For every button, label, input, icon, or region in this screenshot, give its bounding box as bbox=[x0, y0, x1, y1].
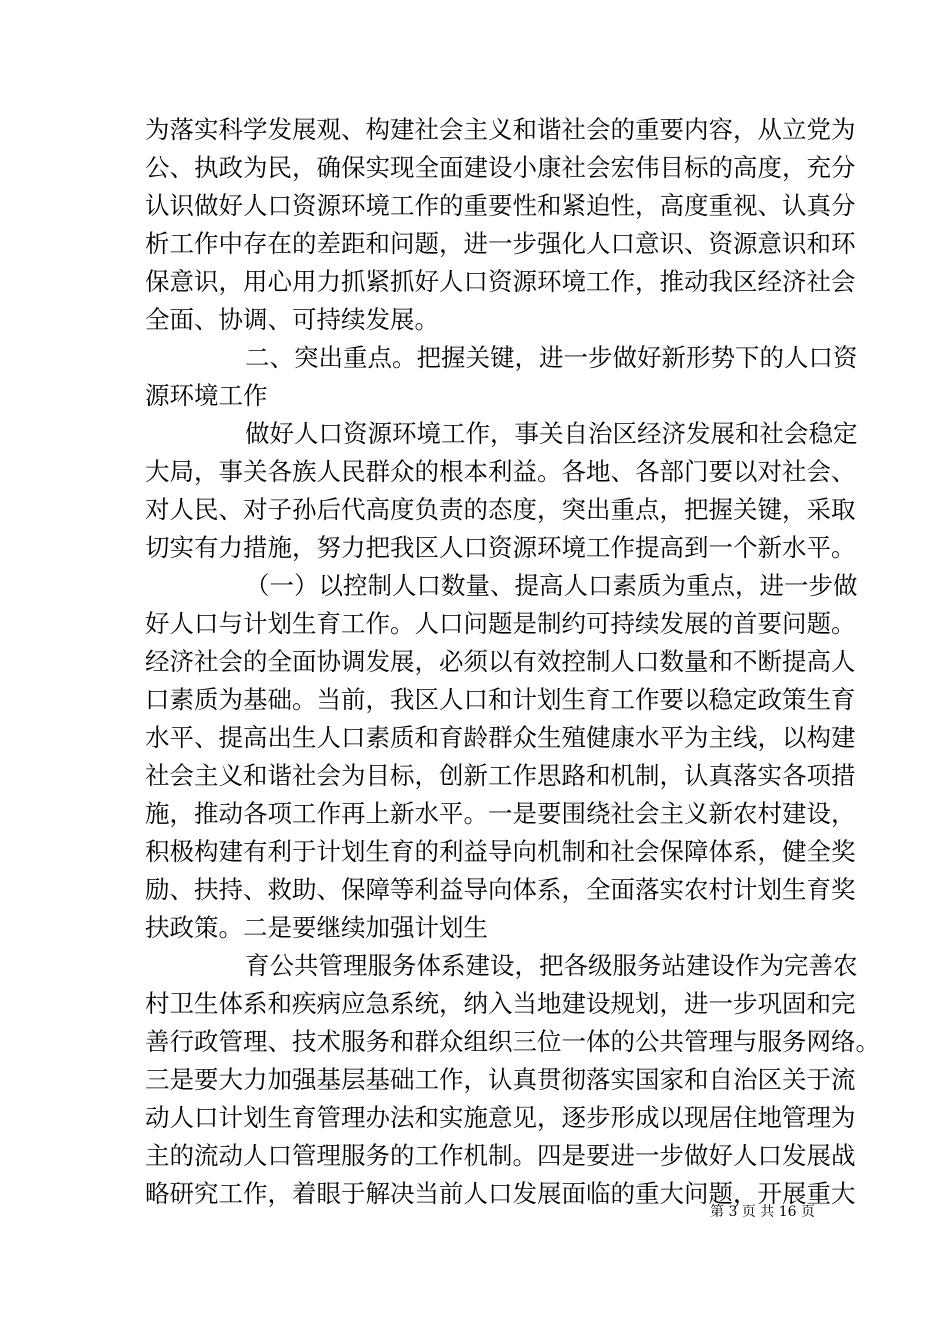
text-line: 为落实科学发展观、构建社会主义和谐社会的重要内容，从立党为 bbox=[145, 115, 856, 144]
text-line: 水平、提高出生人口素质和育龄群众生殖健康水平为主线，以构建 bbox=[145, 723, 856, 752]
text-line: 经济社会的全面协调发展，必须以有效控制人口数量和不断提高人 bbox=[145, 647, 856, 676]
section-heading-line: 源环境工作 bbox=[145, 381, 268, 410]
text-line: 村卫生体系和疾病应急系统，纳入当地建设规划，进一步巩固和完 bbox=[145, 989, 856, 1018]
text-line: 扶政策。二是要继续加强计划生 bbox=[145, 913, 488, 942]
text-line: 社会主义和谐社会为目标，创新工作思路和机制，认真落实各项措 bbox=[145, 761, 856, 790]
text-line: 对人民、对子孙后代高度负责的态度，突出重点，把握关键，采取 bbox=[145, 495, 856, 524]
paragraph-first-line: 做好人口资源环境工作，事关自治区经济发展和社会稳定 bbox=[245, 419, 858, 448]
text-line: 动人口计划生育管理办法和实施意见，逐步形成以现居住地管理为 bbox=[145, 1103, 856, 1132]
text-line: 略研究工作，着眼于解决当前人口发展面临的重大问题，开展重大 bbox=[145, 1179, 856, 1208]
text-line: 好人口与计划生育工作。人口问题是制约可持续发展的首要问题。 bbox=[145, 609, 856, 638]
text-line: 主的流动人口管理服务的工作机制。四是要进一步做好人口发展战 bbox=[145, 1141, 856, 1170]
text-line: 积极构建有利于计划生育的利益导向机制和社会保障体系，健全奖 bbox=[145, 837, 856, 866]
text-line: 公、执政为民，确保实现全面建设小康社会宏伟目标的高度，充分 bbox=[145, 153, 856, 182]
text-line: 保意识，用心用力抓紧抓好人口资源环境工作，推动我区经济社会 bbox=[145, 267, 856, 296]
text-line: 施，推动各项工作再上新水平。一是要围绕社会主义新农村建设， bbox=[145, 799, 856, 828]
text-line: 认识做好人口资源环境工作的重要性和紧迫性，高度重视、认真分 bbox=[145, 191, 856, 220]
text-line: 三是要大力加强基层基础工作，认真贯彻落实国家和自治区关于流 bbox=[145, 1065, 856, 1094]
text-line: 切实有力措施，努力把我区人口资源环境工作提高到一个新水平。 bbox=[145, 533, 856, 562]
paragraph-first-line: 育公共管理服务体系建设，把各级服务站建设作为完善农 bbox=[245, 951, 858, 980]
text-line: 励、扶持、救助、保障等利益导向体系，全面落实农村计划生育奖 bbox=[145, 875, 856, 904]
page-number: 第 3 页 共 16 页 bbox=[710, 1204, 815, 1220]
paragraph-first-line: （一）以控制人口数量、提高人口素质为重点，进一步做 bbox=[245, 571, 858, 600]
text-line: 善行政管理、技术服务和群众组织三位一体的公共管理与服务网络。 bbox=[145, 1027, 880, 1056]
text-line: 全面、协调、可持续发展。 bbox=[145, 305, 439, 334]
section-heading-line: 二、突出重点。把握关键，进一步做好新形势下的人口资 bbox=[245, 343, 858, 372]
text-line: 析工作中存在的差距和问题，进一步强化人口意识、资源意识和环 bbox=[145, 229, 856, 258]
text-line: 口素质为基础。当前，我区人口和计划生育工作要以稳定政策生育 bbox=[145, 685, 856, 714]
text-line: 大局，事关各族人民群众的根本利益。各地、各部门要以对社会、 bbox=[145, 457, 856, 486]
